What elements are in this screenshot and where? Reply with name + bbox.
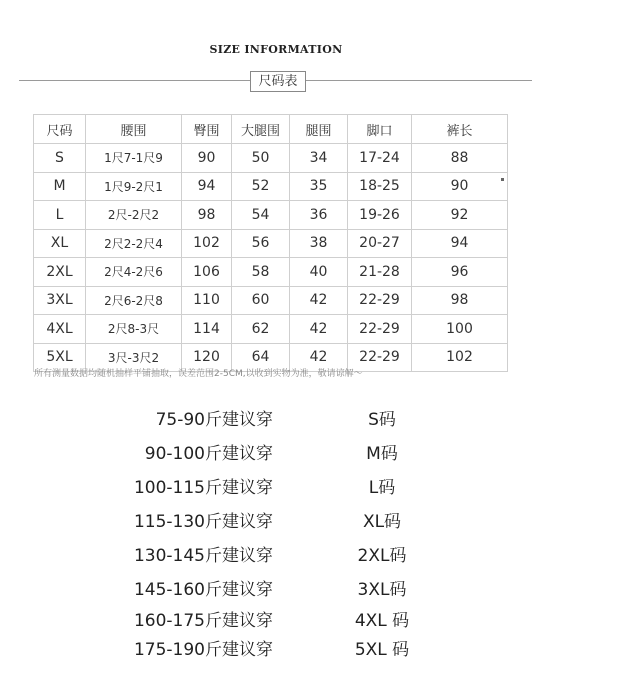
size-label: S码: [368, 410, 396, 430]
table-row: [34, 258, 508, 287]
recommendation-row: [0, 541, 620, 565]
table-cell: 1尺9-2尺1: [86, 172, 182, 201]
table-cell: 17-24: [348, 144, 412, 173]
stray-dot: [501, 178, 504, 181]
weight-range: 100-115斤建议穿: [133, 478, 273, 498]
recommendation-row: [0, 507, 620, 531]
size-label: 4XL 码: [354, 611, 410, 631]
table-cell: 42: [290, 343, 348, 372]
size-label: L码: [368, 478, 396, 498]
page-heading: SIZE INFORMATION: [209, 43, 343, 56]
table-caption: 尺码表: [250, 71, 306, 92]
table-cell: 120: [182, 343, 232, 372]
table-cell: 5XL: [34, 343, 86, 372]
table-cell: 98: [412, 286, 508, 315]
table-cell: 98: [182, 201, 232, 230]
table-cell: 2尺6-2尺8: [86, 286, 182, 315]
table-cell: L: [34, 201, 86, 230]
table-row: [34, 172, 508, 201]
table-cell: 21-28: [348, 258, 412, 287]
table-cell: 58: [232, 258, 290, 287]
table-cell: 96: [412, 258, 508, 287]
table-cell: 110: [182, 286, 232, 315]
weight-range: 75-90斤建议穿: [155, 410, 273, 430]
table-cell: 2尺4-2尺6: [86, 258, 182, 287]
table-cell: 38: [290, 229, 348, 258]
table-row: [34, 315, 508, 344]
weight-range: 115-130斤建议穿: [133, 512, 273, 532]
table-cell: 94: [412, 229, 508, 258]
table-cell: 92: [412, 201, 508, 230]
size-label: 3XL码: [357, 580, 407, 600]
recommendation-row: [0, 575, 620, 599]
table-cell: XL: [34, 229, 86, 258]
table-header-row: [34, 115, 508, 144]
size-label: 2XL码: [357, 546, 407, 566]
column-header: 裤长: [412, 115, 508, 144]
recommendation-row: [0, 473, 620, 497]
table-cell: 102: [182, 229, 232, 258]
weight-range: 130-145斤建议穿: [133, 546, 273, 566]
table-cell: S: [34, 144, 86, 173]
recommendation-row: [0, 635, 620, 659]
recommendation-row: [0, 405, 620, 429]
weight-range: 90-100斤建议穿: [144, 444, 273, 464]
table-cell: 102: [412, 343, 508, 372]
table-cell: 22-29: [348, 343, 412, 372]
table-cell: 60: [232, 286, 290, 315]
column-header: 尺码: [34, 115, 86, 144]
table-cell: 90: [182, 144, 232, 173]
table-cell: 34: [290, 144, 348, 173]
table-cell: M: [34, 172, 86, 201]
table-cell: 64: [232, 343, 290, 372]
table-cell: 56: [232, 229, 290, 258]
table-cell: 2尺-2尺2: [86, 201, 182, 230]
size-label: XL码: [362, 512, 402, 532]
table-cell: 94: [182, 172, 232, 201]
table-row: [34, 229, 508, 258]
column-header: 臀围: [182, 115, 232, 144]
table-cell: 62: [232, 315, 290, 344]
table-cell: 3XL: [34, 286, 86, 315]
size-label: M码: [366, 444, 398, 464]
table-cell: 22-29: [348, 286, 412, 315]
table-cell: 18-25: [348, 172, 412, 201]
column-header: 腿围: [290, 115, 348, 144]
table-cell: 88: [412, 144, 508, 173]
table-row: [34, 286, 508, 315]
table-cell: 106: [182, 258, 232, 287]
weight-range: 145-160斤建议穿: [133, 580, 273, 600]
column-header: 大腿围: [232, 115, 290, 144]
table-cell: 3尺-3尺2: [86, 343, 182, 372]
table-row: [34, 144, 508, 173]
table-cell: 40: [290, 258, 348, 287]
size-table: [33, 114, 508, 372]
table-cell: 42: [290, 315, 348, 344]
recommendation-row: [0, 439, 620, 463]
size-label: 5XL 码: [354, 640, 410, 660]
weight-range: 175-190斤建议穿: [133, 640, 273, 660]
table-cell: 50: [232, 144, 290, 173]
table-cell: 52: [232, 172, 290, 201]
table-cell: 35: [290, 172, 348, 201]
table-cell: 20-27: [348, 229, 412, 258]
table-cell: 42: [290, 286, 348, 315]
table-cell: 19-26: [348, 201, 412, 230]
table-cell: 2尺2-2尺4: [86, 229, 182, 258]
column-header: 腰围: [86, 115, 182, 144]
measurement-note: 所有测量数据均随机抽样平铺抽取，误差范围2-5CM,以收到实物为准，敬请谅解～: [34, 369, 363, 379]
column-header: 脚口: [348, 115, 412, 144]
table-cell: 1尺7-1尺9: [86, 144, 182, 173]
table-cell: 114: [182, 315, 232, 344]
table-cell: 2XL: [34, 258, 86, 287]
weight-range: 160-175斤建议穿: [133, 611, 273, 631]
table-cell: 36: [290, 201, 348, 230]
table-cell: 90: [412, 172, 508, 201]
table-cell: 4XL: [34, 315, 86, 344]
table-cell: 100: [412, 315, 508, 344]
table-cell: 54: [232, 201, 290, 230]
table-cell: 2尺8-3尺: [86, 315, 182, 344]
table-cell: 22-29: [348, 315, 412, 344]
table-row: [34, 201, 508, 230]
recommendation-row: [0, 606, 620, 630]
